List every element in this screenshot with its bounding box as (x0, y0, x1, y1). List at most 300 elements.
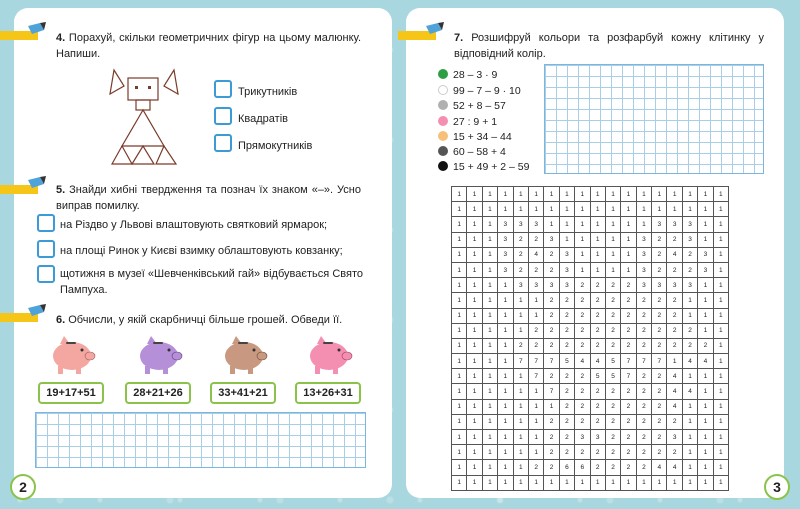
grid-cell[interactable]: 1 (590, 232, 605, 247)
grid-cell[interactable]: 2 (621, 414, 636, 429)
grid-cell[interactable]: 1 (590, 262, 605, 277)
grid-cell[interactable]: 1 (498, 338, 513, 353)
grid-cell[interactable]: 3 (636, 247, 651, 262)
grid-cell[interactable]: 4 (575, 354, 590, 369)
grid-cell[interactable]: 1 (528, 308, 543, 323)
grid-cell[interactable]: 1 (682, 369, 697, 384)
grid-cell[interactable]: 2 (636, 399, 651, 414)
grid-cell[interactable]: 1 (575, 262, 590, 277)
grid-cell[interactable]: 1 (698, 460, 713, 475)
grid-cell[interactable]: 2 (682, 247, 697, 262)
grid-cell[interactable]: 2 (621, 399, 636, 414)
grid-cell[interactable]: 4 (667, 247, 682, 262)
grid-cell[interactable]: 1 (605, 247, 620, 262)
grid-cell[interactable]: 2 (544, 308, 559, 323)
grid-cell[interactable]: 1 (467, 460, 482, 475)
grid-cell[interactable]: 7 (513, 354, 528, 369)
grid-cell[interactable]: 3 (528, 217, 543, 232)
grid-cell[interactable]: 1 (698, 414, 713, 429)
grid-cell[interactable]: 1 (482, 202, 497, 217)
grid-cell[interactable]: 1 (467, 445, 482, 460)
grid-cell[interactable]: 2 (513, 247, 528, 262)
calculation-grid[interactable] (35, 412, 366, 468)
grid-cell[interactable]: 1 (452, 445, 467, 460)
grid-cell[interactable]: 3 (544, 278, 559, 293)
grid-cell[interactable]: 4 (667, 399, 682, 414)
grid-cell[interactable]: 2 (652, 262, 667, 277)
grid-cell[interactable]: 2 (667, 308, 682, 323)
grid-cell[interactable]: 2 (513, 232, 528, 247)
grid-cell[interactable]: 1 (482, 262, 497, 277)
grid-cell[interactable]: 2 (682, 323, 697, 338)
grid-cell[interactable]: 2 (621, 323, 636, 338)
grid-cell[interactable]: 2 (528, 232, 543, 247)
grid-cell[interactable]: 1 (636, 187, 651, 202)
grid-cell[interactable]: 3 (528, 278, 543, 293)
grid-cell[interactable]: 5 (559, 354, 574, 369)
grid-cell[interactable]: 1 (713, 308, 728, 323)
grid-cell[interactable]: 1 (682, 202, 697, 217)
grid-cell[interactable]: 3 (682, 217, 697, 232)
grid-cell[interactable]: 1 (682, 293, 697, 308)
grid-cell[interactable]: 1 (513, 399, 528, 414)
grid-cell[interactable]: 2 (667, 414, 682, 429)
grid-cell[interactable]: 2 (652, 247, 667, 262)
grid-cell[interactable]: 2 (575, 338, 590, 353)
grid-cell[interactable]: 2 (544, 338, 559, 353)
grid-cell[interactable]: 2 (605, 384, 620, 399)
grid-cell[interactable]: 1 (713, 445, 728, 460)
grid-cell[interactable]: 2 (667, 232, 682, 247)
grid-cell[interactable]: 1 (544, 399, 559, 414)
grid-cell[interactable]: 1 (528, 384, 543, 399)
grid-cell[interactable]: 1 (452, 399, 467, 414)
grid-cell[interactable]: 2 (636, 384, 651, 399)
grid-cell[interactable]: 1 (513, 369, 528, 384)
grid-cell[interactable]: 1 (482, 475, 497, 490)
grid-cell[interactable]: 2 (652, 384, 667, 399)
grid-cell[interactable]: 1 (713, 262, 728, 277)
grid-cell[interactable]: 2 (605, 323, 620, 338)
grid-cell[interactable]: 1 (713, 247, 728, 262)
piggy-bank-icon[interactable] (135, 336, 183, 376)
grid-cell[interactable]: 1 (498, 460, 513, 475)
grid-cell[interactable]: 1 (482, 232, 497, 247)
grid-cell[interactable]: 2 (605, 399, 620, 414)
grid-cell[interactable]: 1 (452, 293, 467, 308)
grid-cell[interactable]: 1 (682, 414, 697, 429)
grid-cell[interactable]: 1 (652, 202, 667, 217)
grid-cell[interactable]: 2 (559, 293, 574, 308)
grid-cell[interactable]: 2 (605, 293, 620, 308)
grid-cell[interactable]: 1 (605, 217, 620, 232)
grid-cell[interactable]: 5 (590, 369, 605, 384)
grid-cell[interactable]: 2 (559, 323, 574, 338)
grid-cell[interactable]: 2 (667, 445, 682, 460)
grid-cell[interactable]: 2 (559, 399, 574, 414)
grid-cell[interactable]: 2 (605, 278, 620, 293)
grid-cell[interactable]: 2 (559, 308, 574, 323)
grid-cell[interactable]: 1 (482, 293, 497, 308)
grid-cell[interactable]: 1 (682, 399, 697, 414)
grid-cell[interactable]: 1 (698, 308, 713, 323)
grid-cell[interactable]: 1 (482, 430, 497, 445)
grid-cell[interactable]: 3 (636, 262, 651, 277)
grid-cell[interactable]: 2 (652, 414, 667, 429)
grid-cell[interactable]: 2 (636, 338, 651, 353)
grid-cell[interactable]: 1 (575, 202, 590, 217)
grid-cell[interactable]: 4 (667, 384, 682, 399)
grid-cell[interactable]: 3 (636, 232, 651, 247)
grid-cell[interactable]: 1 (467, 399, 482, 414)
grid-cell[interactable]: 1 (513, 384, 528, 399)
grid-cell[interactable]: 3 (698, 262, 713, 277)
grid-cell[interactable]: 3 (652, 278, 667, 293)
grid-cell[interactable]: 1 (682, 475, 697, 490)
grid-cell[interactable]: 7 (636, 354, 651, 369)
grid-cell[interactable]: 1 (590, 187, 605, 202)
grid-cell[interactable]: 1 (636, 217, 651, 232)
grid-cell[interactable]: 1 (467, 232, 482, 247)
grid-cell[interactable]: 1 (452, 323, 467, 338)
grid-cell[interactable]: 1 (482, 445, 497, 460)
grid-cell[interactable]: 1 (498, 354, 513, 369)
grid-cell[interactable]: 1 (467, 414, 482, 429)
statement-1-box[interactable] (37, 214, 55, 232)
grid-cell[interactable]: 1 (467, 187, 482, 202)
grid-cell[interactable]: 4 (528, 247, 543, 262)
grid-cell[interactable]: 1 (575, 475, 590, 490)
grid-cell[interactable]: 1 (698, 187, 713, 202)
grid-cell[interactable]: 2 (544, 430, 559, 445)
grid-cell[interactable]: 1 (590, 475, 605, 490)
grid-cell[interactable]: 1 (452, 217, 467, 232)
grid-cell[interactable]: 1 (482, 369, 497, 384)
grid-cell[interactable]: 3 (513, 217, 528, 232)
grid-cell[interactable]: 1 (528, 293, 543, 308)
grid-cell[interactable]: 2 (652, 445, 667, 460)
grid-cell[interactable]: 1 (482, 278, 497, 293)
grid-cell[interactable]: 2 (590, 293, 605, 308)
grid-cell[interactable]: 1 (544, 475, 559, 490)
grid-cell[interactable]: 1 (698, 202, 713, 217)
grid-cell[interactable]: 1 (713, 475, 728, 490)
grid-cell[interactable]: 3 (590, 430, 605, 445)
grid-cell[interactable]: 2 (605, 445, 620, 460)
grid-cell[interactable]: 3 (498, 262, 513, 277)
grid-cell[interactable]: 2 (667, 293, 682, 308)
grid-cell[interactable]: 1 (467, 202, 482, 217)
grid-cell[interactable]: 6 (559, 460, 574, 475)
grid-cell[interactable]: 1 (482, 247, 497, 262)
grid-cell[interactable]: 1 (452, 430, 467, 445)
grid-cell[interactable]: 1 (467, 354, 482, 369)
grid-cell[interactable]: 1 (590, 247, 605, 262)
grid-cell[interactable]: 1 (621, 187, 636, 202)
grid-cell[interactable]: 2 (528, 338, 543, 353)
grid-cell[interactable]: 1 (467, 430, 482, 445)
grid-cell[interactable]: 1 (698, 369, 713, 384)
grid-cell[interactable]: 1 (605, 187, 620, 202)
grid-cell[interactable]: 1 (713, 338, 728, 353)
grid-cell[interactable]: 1 (452, 354, 467, 369)
grid-cell[interactable]: 1 (452, 232, 467, 247)
grid-cell[interactable]: 7 (544, 354, 559, 369)
grid-cell[interactable]: 2 (652, 293, 667, 308)
grid-cell[interactable]: 2 (636, 460, 651, 475)
grid-cell[interactable]: 2 (621, 460, 636, 475)
grid-cell[interactable]: 1 (667, 202, 682, 217)
grid-cell[interactable]: 1 (467, 217, 482, 232)
grid-cell[interactable]: 1 (452, 460, 467, 475)
calculation-grid[interactable] (544, 64, 764, 174)
grid-cell[interactable]: 3 (544, 232, 559, 247)
grid-cell[interactable]: 1 (621, 247, 636, 262)
grid-cell[interactable]: 2 (621, 293, 636, 308)
grid-cell[interactable]: 1 (452, 187, 467, 202)
grid-cell[interactable]: 1 (621, 217, 636, 232)
grid-cell[interactable]: 1 (667, 354, 682, 369)
grid-cell[interactable]: 1 (605, 232, 620, 247)
grid-cell[interactable]: 2 (575, 369, 590, 384)
grid-cell[interactable]: 2 (544, 369, 559, 384)
grid-cell[interactable]: 2 (667, 338, 682, 353)
grid-cell[interactable]: 1 (498, 399, 513, 414)
grid-cell[interactable]: 1 (467, 308, 482, 323)
grid-cell[interactable]: 1 (482, 217, 497, 232)
grid-cell[interactable]: 4 (667, 369, 682, 384)
grid-cell[interactable]: 1 (544, 202, 559, 217)
grid-cell[interactable]: 1 (652, 187, 667, 202)
grid-cell[interactable]: 1 (498, 293, 513, 308)
grid-cell[interactable]: 1 (698, 232, 713, 247)
grid-cell[interactable]: 2 (590, 414, 605, 429)
grid-cell[interactable]: 6 (575, 460, 590, 475)
grid-cell[interactable]: 2 (605, 308, 620, 323)
grid-cell[interactable]: 3 (513, 278, 528, 293)
grid-cell[interactable]: 2 (682, 338, 697, 353)
grid-cell[interactable]: 1 (605, 475, 620, 490)
grid-cell[interactable]: 1 (698, 217, 713, 232)
grid-cell[interactable]: 1 (636, 475, 651, 490)
grid-cell[interactable]: 1 (513, 445, 528, 460)
grid-cell[interactable]: 4 (698, 354, 713, 369)
grid-cell[interactable]: 2 (559, 369, 574, 384)
grid-cell[interactable]: 1 (452, 384, 467, 399)
grid-cell[interactable]: 2 (575, 308, 590, 323)
grid-cell[interactable]: 1 (713, 460, 728, 475)
grid-cell[interactable]: 1 (498, 369, 513, 384)
grid-cell[interactable]: 1 (528, 399, 543, 414)
grid-cell[interactable]: 1 (667, 475, 682, 490)
grid-cell[interactable]: 2 (667, 262, 682, 277)
grid-cell[interactable]: 1 (559, 187, 574, 202)
grid-cell[interactable]: 3 (559, 262, 574, 277)
grid-cell[interactable]: 1 (467, 278, 482, 293)
grid-cell[interactable]: 1 (513, 430, 528, 445)
squares-answer-box[interactable] (214, 107, 232, 125)
statement-3-box[interactable] (37, 265, 55, 283)
grid-cell[interactable]: 7 (621, 369, 636, 384)
grid-cell[interactable]: 2 (590, 445, 605, 460)
grid-cell[interactable]: 1 (498, 308, 513, 323)
grid-cell[interactable]: 1 (713, 414, 728, 429)
grid-cell[interactable]: 1 (528, 202, 543, 217)
grid-cell[interactable]: 2 (652, 323, 667, 338)
grid-cell[interactable]: 1 (513, 187, 528, 202)
grid-cell[interactable]: 2 (652, 430, 667, 445)
grid-cell[interactable]: 1 (513, 475, 528, 490)
grid-cell[interactable]: 2 (605, 460, 620, 475)
grid-cell[interactable]: 1 (467, 262, 482, 277)
grid-cell[interactable]: 1 (452, 338, 467, 353)
grid-cell[interactable]: 1 (452, 278, 467, 293)
grid-cell[interactable]: 2 (652, 232, 667, 247)
grid-cell[interactable]: 1 (698, 430, 713, 445)
grid-cell[interactable]: 1 (682, 445, 697, 460)
grid-cell[interactable]: 1 (713, 430, 728, 445)
grid-cell[interactable]: 2 (513, 338, 528, 353)
grid-cell[interactable]: 3 (559, 247, 574, 262)
grid-cell[interactable]: 3 (498, 217, 513, 232)
grid-cell[interactable]: 1 (575, 247, 590, 262)
grid-cell[interactable]: 1 (528, 445, 543, 460)
grid-cell[interactable]: 1 (713, 232, 728, 247)
grid-cell[interactable]: 1 (713, 293, 728, 308)
grid-cell[interactable]: 1 (667, 187, 682, 202)
grid-cell[interactable]: 2 (559, 338, 574, 353)
grid-cell[interactable]: 1 (528, 414, 543, 429)
grid-cell[interactable]: 2 (636, 293, 651, 308)
grid-cell[interactable]: 1 (698, 293, 713, 308)
grid-cell[interactable]: 4 (682, 384, 697, 399)
grid-cell[interactable]: 1 (544, 217, 559, 232)
grid-cell[interactable]: 2 (698, 338, 713, 353)
grid-cell[interactable]: 1 (590, 202, 605, 217)
grid-cell[interactable]: 2 (621, 278, 636, 293)
grid-cell[interactable]: 2 (605, 414, 620, 429)
grid-cell[interactable]: 2 (528, 262, 543, 277)
grid-cell[interactable]: 1 (452, 262, 467, 277)
grid-cell[interactable]: 1 (482, 460, 497, 475)
grid-cell[interactable]: 2 (590, 384, 605, 399)
piggy-bank-icon[interactable] (48, 336, 96, 376)
grid-cell[interactable]: 1 (452, 247, 467, 262)
grid-cell[interactable]: 2 (575, 278, 590, 293)
grid-cell[interactable]: 7 (621, 354, 636, 369)
grid-cell[interactable]: 1 (713, 354, 728, 369)
grid-cell[interactable]: 1 (713, 323, 728, 338)
grid-cell[interactable]: 1 (467, 323, 482, 338)
coloring-number-grid[interactable] (451, 186, 729, 491)
grid-cell[interactable]: 2 (621, 308, 636, 323)
grid-cell[interactable]: 1 (698, 445, 713, 460)
piggy-bank-icon[interactable] (220, 336, 268, 376)
grid-cell[interactable]: 1 (652, 475, 667, 490)
grid-cell[interactable]: 1 (713, 278, 728, 293)
grid-cell[interactable]: 2 (575, 323, 590, 338)
grid-cell[interactable]: 1 (698, 278, 713, 293)
grid-cell[interactable]: 2 (575, 399, 590, 414)
grid-cell[interactable]: 5 (605, 354, 620, 369)
grid-cell[interactable]: 2 (636, 430, 651, 445)
grid-cell[interactable]: 2 (559, 414, 574, 429)
grid-cell[interactable]: 1 (713, 202, 728, 217)
grid-cell[interactable]: 2 (652, 399, 667, 414)
grid-cell[interactable]: 1 (682, 460, 697, 475)
grid-cell[interactable]: 1 (467, 475, 482, 490)
grid-cell[interactable]: 1 (452, 414, 467, 429)
grid-cell[interactable]: 1 (590, 217, 605, 232)
grid-cell[interactable]: 2 (621, 430, 636, 445)
grid-cell[interactable]: 4 (590, 354, 605, 369)
grid-cell[interactable]: 7 (544, 384, 559, 399)
grid-cell[interactable]: 5 (605, 369, 620, 384)
grid-cell[interactable]: 1 (559, 232, 574, 247)
grid-cell[interactable]: 1 (467, 338, 482, 353)
grid-cell[interactable]: 1 (498, 187, 513, 202)
grid-cell[interactable]: 3 (667, 430, 682, 445)
grid-cell[interactable]: 3 (698, 247, 713, 262)
grid-cell[interactable]: 1 (528, 430, 543, 445)
expression-box-2[interactable]: 28+21+26 (125, 382, 191, 404)
grid-cell[interactable]: 2 (528, 323, 543, 338)
grid-cell[interactable]: 2 (544, 460, 559, 475)
grid-cell[interactable]: 4 (667, 460, 682, 475)
grid-cell[interactable]: 1 (528, 475, 543, 490)
grid-cell[interactable]: 1 (713, 399, 728, 414)
grid-cell[interactable]: 3 (636, 278, 651, 293)
grid-cell[interactable]: 3 (682, 278, 697, 293)
grid-cell[interactable]: 2 (590, 399, 605, 414)
grid-cell[interactable]: 4 (682, 354, 697, 369)
grid-cell[interactable]: 2 (575, 445, 590, 460)
grid-cell[interactable]: 3 (559, 278, 574, 293)
grid-cell[interactable]: 1 (452, 202, 467, 217)
grid-cell[interactable]: 2 (621, 338, 636, 353)
grid-cell[interactable]: 2 (667, 323, 682, 338)
grid-cell[interactable]: 1 (605, 262, 620, 277)
grid-cell[interactable]: 2 (544, 247, 559, 262)
grid-cell[interactable]: 2 (652, 369, 667, 384)
grid-cell[interactable]: 1 (698, 384, 713, 399)
grid-cell[interactable]: 1 (575, 187, 590, 202)
grid-cell[interactable]: 4 (652, 460, 667, 475)
grid-cell[interactable]: 2 (652, 338, 667, 353)
grid-cell[interactable]: 1 (482, 308, 497, 323)
grid-cell[interactable]: 7 (528, 369, 543, 384)
grid-cell[interactable]: 1 (498, 202, 513, 217)
grid-cell[interactable]: 2 (605, 430, 620, 445)
grid-cell[interactable]: 3 (682, 232, 697, 247)
triangles-answer-box[interactable] (214, 80, 232, 98)
grid-cell[interactable]: 7 (528, 354, 543, 369)
grid-cell[interactable]: 3 (498, 232, 513, 247)
grid-cell[interactable]: 1 (713, 369, 728, 384)
grid-cell[interactable]: 1 (498, 278, 513, 293)
grid-cell[interactable]: 3 (667, 217, 682, 232)
grid-cell[interactable]: 1 (482, 323, 497, 338)
grid-cell[interactable]: 1 (713, 187, 728, 202)
grid-cell[interactable]: 2 (590, 278, 605, 293)
grid-cell[interactable]: 1 (605, 202, 620, 217)
grid-cell[interactable]: 1 (467, 384, 482, 399)
grid-cell[interactable]: 1 (498, 475, 513, 490)
grid-cell[interactable]: 2 (636, 323, 651, 338)
grid-cell[interactable]: 1 (575, 217, 590, 232)
grid-cell[interactable]: 2 (682, 262, 697, 277)
grid-cell[interactable]: 2 (652, 308, 667, 323)
